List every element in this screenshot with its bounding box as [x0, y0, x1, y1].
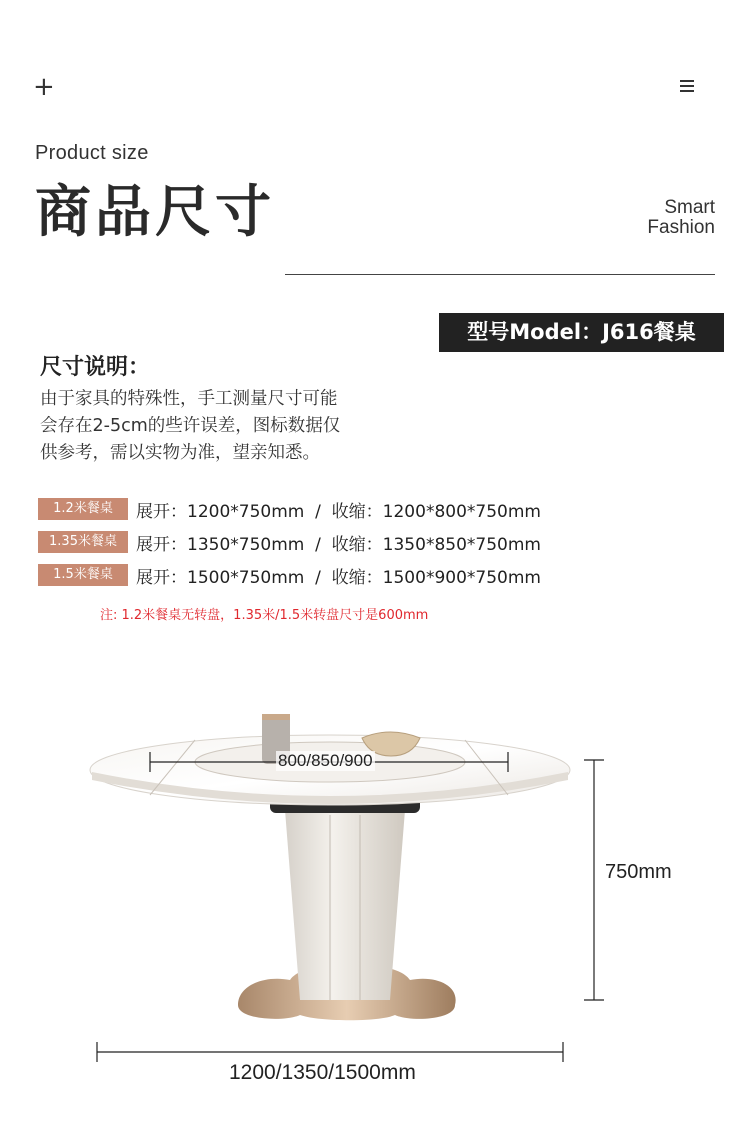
- size-text: 展开：1350*750mm / 收缩：1350*850*750mm: [136, 534, 541, 555]
- size-tag: 1.2米餐桌: [38, 498, 128, 520]
- brand-tagline-line1: Smart: [664, 197, 715, 218]
- brand-tagline-line2: Fashion: [647, 217, 715, 238]
- section-subtitle: Product size: [35, 142, 149, 164]
- size-tag: 1.5米餐桌: [38, 564, 128, 586]
- spec-description-line: 供参考，需以实物为准，望亲知悉。: [40, 443, 320, 463]
- size-text: 展开：1200*750mm / 收缩：1200*800*750mm: [136, 501, 541, 522]
- size-tag: 1.35米餐桌: [38, 531, 128, 553]
- page-title: 商品尺寸: [35, 180, 275, 245]
- add-icon[interactable]: +: [33, 72, 55, 102]
- table-pedestal: [285, 810, 405, 1000]
- spec-description-line: 由于家具的特殊性，手工测量尺寸可能: [40, 389, 338, 409]
- size-text: 展开：1500*750mm / 收缩：1500*900*750mm: [136, 567, 541, 588]
- spec-description-line: 会存在2-5cm的些许误差，图标数据仅: [40, 416, 341, 436]
- model-badge: 型号Model：J616餐桌: [439, 313, 724, 352]
- length-label: 1200/1350/1500mm: [229, 1061, 416, 1084]
- top-width-label: 800/850/900: [278, 751, 373, 770]
- size-note: 注: 1.2米餐桌无转盘，1.35米/1.5米转盘尺寸是600mm: [100, 608, 429, 623]
- spec-heading: 尺寸说明：: [40, 355, 151, 380]
- height-label: 750mm: [605, 861, 672, 883]
